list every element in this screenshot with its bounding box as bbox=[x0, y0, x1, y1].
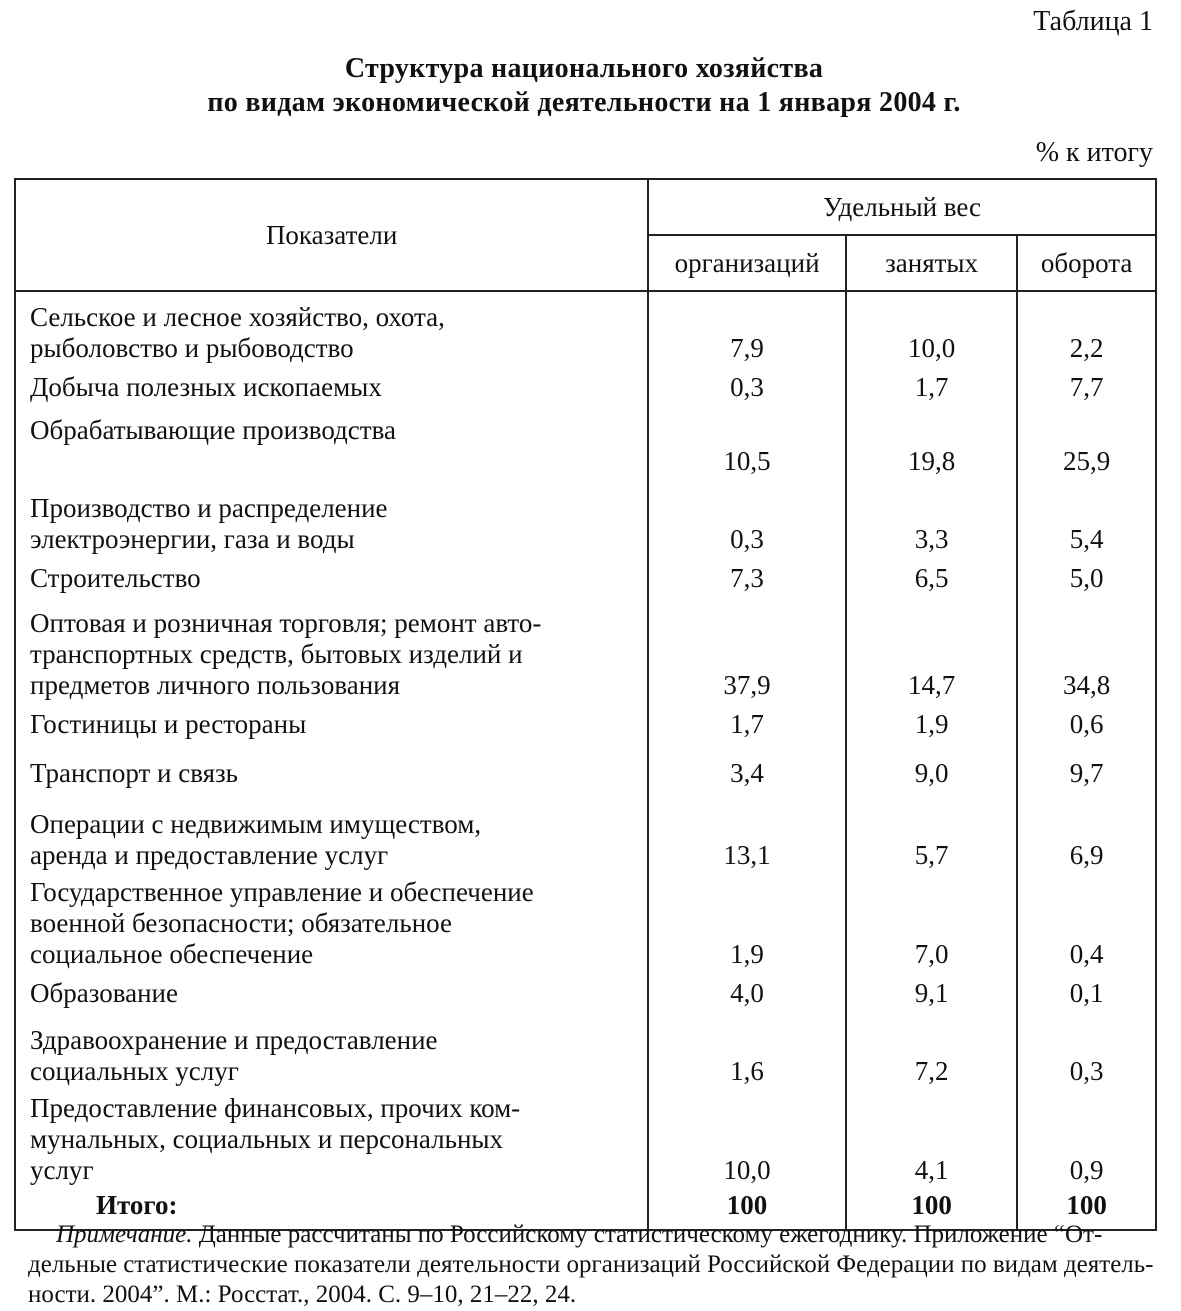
row-value: 7,3 bbox=[648, 559, 846, 598]
row-value: 5,0 bbox=[1017, 559, 1156, 598]
row-label-line: Государственное управление и обеспечение bbox=[30, 877, 534, 907]
row-label bbox=[15, 598, 648, 705]
row-label bbox=[15, 875, 648, 974]
row-value: 25,9 bbox=[1017, 407, 1156, 483]
row-label bbox=[15, 705, 648, 744]
table-body bbox=[15, 291, 1156, 1230]
table-row bbox=[15, 598, 1156, 705]
row-value: 0,3 bbox=[1017, 1015, 1156, 1091]
total-value: 100 bbox=[846, 1188, 1017, 1230]
row-value: 1,9 bbox=[846, 705, 1017, 744]
row-label-line: Операции с недвижимым имуществом, bbox=[30, 809, 482, 839]
unit-label: % к итогу bbox=[1035, 137, 1153, 168]
table-row bbox=[15, 368, 1156, 407]
row-value: 1,6 bbox=[648, 1015, 846, 1091]
row-label-line: предметов личного пользования bbox=[30, 670, 401, 700]
row-value: 1,7 bbox=[648, 705, 846, 744]
row-value: 6,9 bbox=[1017, 799, 1156, 875]
footnote-lead: Примечание. bbox=[56, 1221, 193, 1248]
total-label: Итого: bbox=[15, 1188, 648, 1230]
title-line-2: по видам экономической деятельности на 1 января 2004 г. bbox=[207, 87, 961, 118]
table-row bbox=[15, 407, 1156, 483]
row-value: 7,9 bbox=[648, 291, 846, 368]
row-value: 9,7 bbox=[1017, 744, 1156, 799]
data-table bbox=[14, 178, 1157, 1231]
row-value: 14,7 bbox=[846, 598, 1017, 705]
footnote-text-1: Данные рассчитаны по Российскому статистическому ежегоднику. Приложение “От- bbox=[192, 1221, 1103, 1248]
table-row bbox=[15, 559, 1156, 598]
row-value: 1,9 bbox=[648, 875, 846, 974]
row-value: 0,9 bbox=[1017, 1091, 1156, 1188]
row-label-line: Сельское и лесное хозяйство, охота, bbox=[30, 302, 445, 332]
row-value: 1,7 bbox=[846, 368, 1017, 407]
row-value: 7,0 bbox=[846, 875, 1017, 974]
row-label bbox=[15, 974, 648, 1015]
row-value: 10,0 bbox=[846, 291, 1017, 368]
row-value: 4,0 bbox=[648, 974, 846, 1015]
row-label-line: рыболовство и рыбоводство bbox=[30, 333, 354, 363]
row-label-line: Добыча полезных ископаемых bbox=[30, 372, 382, 402]
row-label-line: Оптовая и розничная торговля; ремонт авто- bbox=[30, 608, 542, 638]
row-label-line: мунальных, социальных и персональных bbox=[30, 1124, 504, 1154]
row-label-line: Производство и распределение bbox=[30, 493, 388, 523]
row-label-line: Предоставление финансовых, прочих ком- bbox=[30, 1093, 521, 1123]
header-col-turnover: оборота bbox=[1017, 235, 1156, 291]
row-value: 9,1 bbox=[846, 974, 1017, 1015]
row-label bbox=[15, 1015, 648, 1091]
row-label bbox=[15, 368, 648, 407]
table-row bbox=[15, 1091, 1156, 1188]
footnote-line-1 bbox=[28, 1220, 1154, 1250]
row-label-line: Строительство bbox=[30, 563, 201, 593]
row-label bbox=[15, 799, 648, 875]
header-group: Удельный вес bbox=[648, 179, 1156, 235]
row-label bbox=[15, 1091, 648, 1188]
table-row bbox=[15, 875, 1156, 974]
table-title bbox=[0, 52, 1168, 120]
row-label-line: Гостиницы и рестораны bbox=[30, 709, 307, 739]
row-value: 0,1 bbox=[1017, 974, 1156, 1015]
row-value: 10,5 bbox=[648, 407, 846, 483]
header-col-employed: занятых bbox=[846, 235, 1017, 291]
row-value: 3,3 bbox=[846, 483, 1017, 559]
row-value: 7,2 bbox=[846, 1015, 1017, 1091]
row-value: 4,1 bbox=[846, 1091, 1017, 1188]
footnote bbox=[28, 1220, 1154, 1310]
row-label-line: Обрабатывающие производства bbox=[30, 415, 396, 445]
row-value: 6,5 bbox=[846, 559, 1017, 598]
row-label-line: военной безопасности; обязательное bbox=[30, 908, 452, 938]
total-value: 100 bbox=[648, 1188, 846, 1230]
table-row bbox=[15, 705, 1156, 744]
row-label-line: социальное обеспечение bbox=[30, 939, 314, 969]
row-value: 0,4 bbox=[1017, 875, 1156, 974]
header-indicator: Показатели bbox=[15, 179, 648, 291]
table-row bbox=[15, 291, 1156, 368]
row-value: 2,2 bbox=[1017, 291, 1156, 368]
row-label-line: Здравоохранение и предоставление bbox=[30, 1025, 438, 1055]
row-label-line: Транспорт и связь bbox=[30, 758, 238, 788]
row-value: 13,1 bbox=[648, 799, 846, 875]
table-row bbox=[15, 974, 1156, 1015]
row-value: 5,7 bbox=[846, 799, 1017, 875]
row-label-line: аренда и предоставление услуг bbox=[30, 840, 389, 870]
row-label-line: транспортных средств, бытовых изделий и bbox=[30, 639, 523, 669]
row-label-line: услуг bbox=[30, 1155, 94, 1185]
row-value: 34,8 bbox=[1017, 598, 1156, 705]
row-label bbox=[15, 291, 648, 368]
row-label bbox=[15, 407, 648, 483]
table-row bbox=[15, 744, 1156, 799]
table-header bbox=[15, 179, 1156, 291]
row-label-line: Образование bbox=[30, 978, 178, 1008]
row-label-line: электроэнергии, газа и воды bbox=[30, 524, 355, 554]
table-row bbox=[15, 1015, 1156, 1091]
row-value: 5,4 bbox=[1017, 483, 1156, 559]
row-label bbox=[15, 744, 648, 799]
row-value: 0,3 bbox=[648, 368, 846, 407]
footnote-line-3: ности. 2004”. М.: Росстат., 2004. С. 9–10, 21–22, 24. bbox=[28, 1281, 577, 1308]
title-line-1: Структура национального хозяйства bbox=[344, 53, 824, 84]
row-value: 9,0 bbox=[846, 744, 1017, 799]
row-value: 3,4 bbox=[648, 744, 846, 799]
table-number-label: Таблица 1 bbox=[1033, 6, 1153, 37]
row-label-line bbox=[30, 446, 647, 477]
total-value: 100 bbox=[1017, 1188, 1156, 1230]
row-value: 0,3 bbox=[648, 483, 846, 559]
row-value: 10,0 bbox=[648, 1091, 846, 1188]
header-col-organizations: организаций bbox=[648, 235, 846, 291]
table-row bbox=[15, 483, 1156, 559]
row-value: 37,9 bbox=[648, 598, 846, 705]
row-label bbox=[15, 483, 648, 559]
table-row bbox=[15, 799, 1156, 875]
row-value: 0,6 bbox=[1017, 705, 1156, 744]
row-label bbox=[15, 559, 648, 598]
row-value: 19,8 bbox=[846, 407, 1017, 483]
row-value: 7,7 bbox=[1017, 368, 1156, 407]
footnote-line-2: дельные статистические показатели деятельности организаций Российской Федерации по видам деятель- bbox=[28, 1251, 1154, 1278]
row-label-line: социальных услуг bbox=[30, 1056, 239, 1086]
